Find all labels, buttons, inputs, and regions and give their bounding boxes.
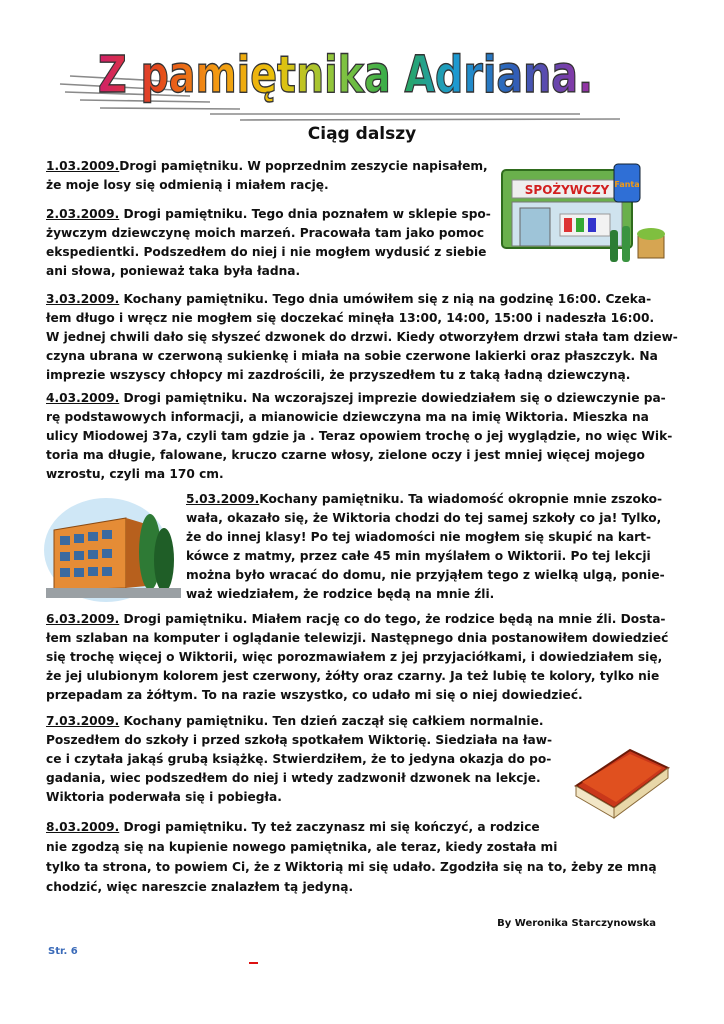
- entry-line: ani słowa, ponieważ taka była ładna.: [46, 264, 301, 278]
- diary-entry-4: [46, 389, 672, 484]
- diary-entry-6: [46, 610, 668, 705]
- diary-entry-3: [46, 290, 681, 385]
- entry-date: 4.03.2009.: [46, 391, 120, 405]
- entry-line: rę podstawowych informacji, a mianowicie dziewczyna ma na imię Wiktoria. Mieszka na: [46, 410, 649, 424]
- shop-sign: SPOŻYWCZY: [524, 183, 610, 197]
- entry-date: 7.03.2009.: [46, 714, 120, 728]
- entry-date: 8.03.2009.: [46, 820, 120, 834]
- entry-date: 2.03.2009.: [46, 207, 120, 221]
- entry-date: 5.03.2009.: [186, 492, 260, 506]
- book-illustration: [568, 728, 672, 820]
- entry-line: że jej ulubionym kolorem jest czerwony, żółty oraz czarny. Ja też lubię te kolory, tylko nie: [46, 669, 660, 683]
- entry-line: 5.03.2009.Kochany pamiętniku. Ta wiadomość okropnie mnie zszoko-: [186, 492, 663, 506]
- author-signature: By Weronika Starczynowska: [497, 918, 656, 929]
- entry-line: imprezie wszyscy chłopcy mi zazdrościli, że przyszedłem tu z taką ładną dziewczyną.: [46, 368, 631, 382]
- entry-line: że moje losy się odmienią i miałem rację.: [46, 178, 329, 192]
- entry-date: 1.03.2009.: [46, 159, 120, 173]
- entry-line: W jednej chwili dało się słyszeć dzwonek do drzwi. Kiedy otworzyłem drzwi stała tam dziew-: [46, 330, 678, 344]
- diary-entry-2: [46, 205, 491, 281]
- diary-entry-8: [46, 817, 657, 897]
- entry-line: Poszedłem do szkoły i przed szkołą spotkałem Wiktorię. Siedziała na ław-: [46, 733, 553, 747]
- entry-line: tylko ta strona, to powiem Ci, że z Wiktorią mi się udało. Zgodziła się na to, żeby ze mną: [46, 860, 657, 874]
- page-subtitle: Ciąg dalszy: [307, 124, 417, 144]
- entry-line: Wiktoria poderwała się i pobiegła.: [46, 790, 282, 804]
- entry-line: chodzić, więc nareszcie znalazłem tą jedyną.: [46, 880, 354, 894]
- diary-entry-7: [46, 712, 552, 807]
- entry-line: łem długo i wręcz nie mogłem się doczekać minęła 13:00, 14:00, 15:00 i nadeszła 16:00.: [46, 311, 655, 325]
- entry-line: toria ma długie, falowane, kruczo czarne włosy, zielone oczy i jest mniej więcej mojego: [46, 448, 645, 462]
- fanta-label: Fanta: [614, 180, 640, 189]
- entry-line: można było wracać do domu, nie przyjąłem tego z wielką ulgą, ponie-: [186, 568, 665, 582]
- entry-line: 7.03.2009. Kochany pamiętniku. Ten dzień zaczął się całkiem normalnie.: [46, 714, 544, 728]
- entry-line: wzrostu, czyli ma 170 cm.: [46, 467, 224, 481]
- entry-line: 6.03.2009. Drogi pamiętniku. Miałem rację co do tego, że rodzice będą na mnie źli. Dosta-: [46, 612, 666, 626]
- entry-line: 3.03.2009. Kochany pamiętniku. Tego dnia umówiłem się z nią na godzinę 16:00. Czeka-: [46, 292, 652, 306]
- entry-date: 3.03.2009.: [46, 292, 120, 306]
- entry-line: łem szlaban na komputer i oglądanie telewizji. Następnego dnia postanowiłem dowiedzieć: [46, 631, 669, 645]
- entry-line: że do innej klasy! Po tej wiadomości nie mogłem się skupić na kart-: [186, 530, 652, 544]
- entry-line: wała, okazało się, że Wiktoria chodzi do tej samej szkoły co ja! Tylko,: [186, 511, 662, 525]
- entry-line: nie zgodzą się na kupienie nowego pamiętnika, ale teraz, kiedy została mi: [46, 840, 558, 854]
- entry-line: gadania, wiec podszedłem do niej i wtedy zadzwonił dzwonek na lekcje.: [46, 771, 541, 785]
- entry-line: ulicy Miodowej 37a, czyli tam gdzie ja . Teraz opowiem trochę o jej wyglądzie, no więc Wik-: [46, 429, 673, 443]
- entry-line: czyna ubrana w czerwoną sukienkę i miała na sobie czerwone lakierki oraz płaszczyk. Na: [46, 349, 658, 363]
- entry-line: 2.03.2009. Drogi pamiętniku. Tego dnia poznałem w sklepie spo-: [46, 207, 491, 221]
- diary-entry-5: [186, 490, 665, 604]
- entry-line: ce i czytała jakąś grubą książkę. Stwierdziłem, że to jedyna okazja do po-: [46, 752, 552, 766]
- entry-line: żywczym dziewczynę moich marzeń. Pracowała tam jako pomoc: [46, 226, 485, 240]
- entry-line: waż wiedziałem, że rodzice będą na mnie źli.: [186, 587, 495, 601]
- entry-line: 1.03.2009.Drogi pamiętniku. W poprzednim zeszycie napisałem,: [46, 159, 488, 173]
- page-title: Z pamiętnika Adriana.: [98, 46, 593, 105]
- entry-line: się trochę więcej o Wiktorii, więc porozmawiałem z jej przyjaciółkami, i dowiedziałem się,: [46, 650, 663, 664]
- decorative-dash: [249, 962, 258, 964]
- header-graphic: [60, 30, 660, 125]
- page-header: [60, 30, 660, 125]
- entry-date: 6.03.2009.: [46, 612, 120, 626]
- diary-entry-1: [46, 157, 488, 195]
- page-number: Str. 6: [48, 946, 78, 957]
- entry-line: przepadam za żółtym. To na razie wszystko, co udało mi się o niej dowiedzieć.: [46, 688, 583, 702]
- school-building-illustration: [46, 490, 181, 602]
- entry-line: 4.03.2009. Drogi pamiętniku. Na wczorajszej imprezie dowiedziałem się o dziewczynie pa-: [46, 391, 666, 405]
- entry-line: 8.03.2009. Drogi pamiętniku. Ty też zaczynasz mi się kończyć, a rodzice: [46, 820, 540, 834]
- entry-line: ekspedientki. Podszedłem do niej i nie mogłem wydusić z siebie: [46, 245, 487, 259]
- entry-line: kówce z matmy, przez całe 45 min myślałem o Wiktorii. Po tej lekcji: [186, 549, 651, 563]
- grocery-shop-illustration: [502, 160, 672, 272]
